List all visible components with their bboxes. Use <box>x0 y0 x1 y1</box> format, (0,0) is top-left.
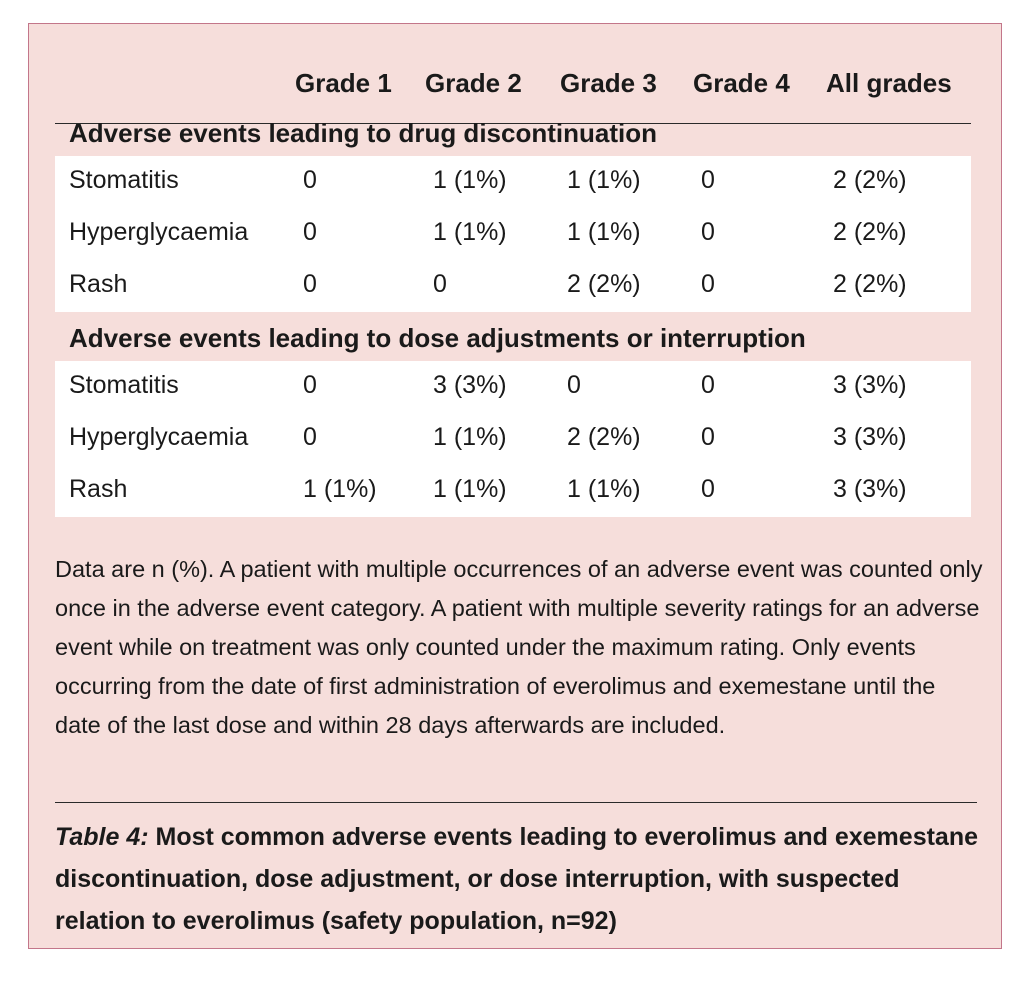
cell-grade-4: 0 <box>701 218 715 246</box>
cell-grade-3: 1 (1%) <box>567 166 641 194</box>
cell-grade-3: 1 (1%) <box>567 475 641 503</box>
section-band-dose-adjustment <box>55 361 971 517</box>
cell-grade-1: 0 <box>303 423 317 451</box>
cell-grade-4: 0 <box>701 270 715 298</box>
cell-grade-2: 1 (1%) <box>433 475 507 503</box>
column-header-grade-2: Grade 2 <box>425 68 522 98</box>
row-label: Hyperglycaemia <box>69 423 249 451</box>
cell-grade-3: 1 (1%) <box>567 218 641 246</box>
cell-grade-3: 2 (2%) <box>567 423 641 451</box>
cell-grade-4: 0 <box>701 371 715 399</box>
row-label: Stomatitis <box>69 166 179 194</box>
table-header-row <box>55 54 971 124</box>
caption-text: Most common adverse events leading to everolimus and exemestane discontinuation, dose adjustment, or dose interruption, with suspected relation to everolimus (safety population, n=92) <box>55 823 979 935</box>
table-row <box>55 208 971 260</box>
cell-all-grades: 2 (2%) <box>833 218 907 246</box>
table-footnote: Data are n (%). A patient with multiple occurrences of an adverse event was counted only once in the adverse event category. A patient with multiple severity ratings for an adverse event while on treatment was only counted under the maximum rating. Only events occurring from the date of first administration of everolimus and exemestane until the date of the last dose and within 28 days afterwards are included. <box>55 556 983 738</box>
cell-grade-4: 0 <box>701 475 715 503</box>
cell-all-grades: 3 (3%) <box>833 475 907 503</box>
cell-grade-1: 0 <box>303 371 317 399</box>
cell-grade-1: 0 <box>303 218 317 246</box>
cell-grade-3: 0 <box>567 371 581 399</box>
cell-all-grades: 3 (3%) <box>833 423 907 451</box>
cell-grade-1: 1 (1%) <box>303 475 377 503</box>
column-header-grade-3: Grade 3 <box>560 68 657 98</box>
cell-all-grades: 2 (2%) <box>833 270 907 298</box>
cell-grade-1: 0 <box>303 166 317 194</box>
table-row <box>55 156 971 208</box>
table-row <box>55 260 971 312</box>
row-label: Rash <box>69 475 128 503</box>
cell-grade-2: 1 (1%) <box>433 218 507 246</box>
column-header-grade-4: Grade 4 <box>693 68 790 98</box>
row-label: Rash <box>69 270 128 298</box>
cell-grade-2: 0 <box>433 270 447 298</box>
cell-grade-2: 1 (1%) <box>433 423 507 451</box>
table-row <box>55 413 971 465</box>
row-label: Hyperglycaemia <box>69 218 249 246</box>
table-panel <box>28 23 1002 949</box>
cell-grade-4: 0 <box>701 423 715 451</box>
table-caption <box>55 816 985 942</box>
cell-grade-2: 1 (1%) <box>433 166 507 194</box>
cell-grade-3: 2 (2%) <box>567 270 641 298</box>
section-title-discontinuation: Adverse events leading to drug discontinuation <box>69 118 657 148</box>
cell-grade-4: 0 <box>701 166 715 194</box>
cell-all-grades: 2 (2%) <box>833 166 907 194</box>
table-row <box>55 361 971 413</box>
section-band-discontinuation <box>55 156 971 312</box>
caption-divider <box>55 802 977 803</box>
cell-all-grades: 3 (3%) <box>833 371 907 399</box>
section-title-dose-adjustment: Adverse events leading to dose adjustments or interruption <box>69 323 806 353</box>
caption-label: Table 4: <box>55 823 149 851</box>
cell-grade-1: 0 <box>303 270 317 298</box>
table-row <box>55 465 971 517</box>
cell-grade-2: 3 (3%) <box>433 371 507 399</box>
column-header-all-grades: All grades <box>826 68 952 98</box>
row-label: Stomatitis <box>69 371 179 399</box>
column-header-grade-1: Grade 1 <box>295 68 392 98</box>
